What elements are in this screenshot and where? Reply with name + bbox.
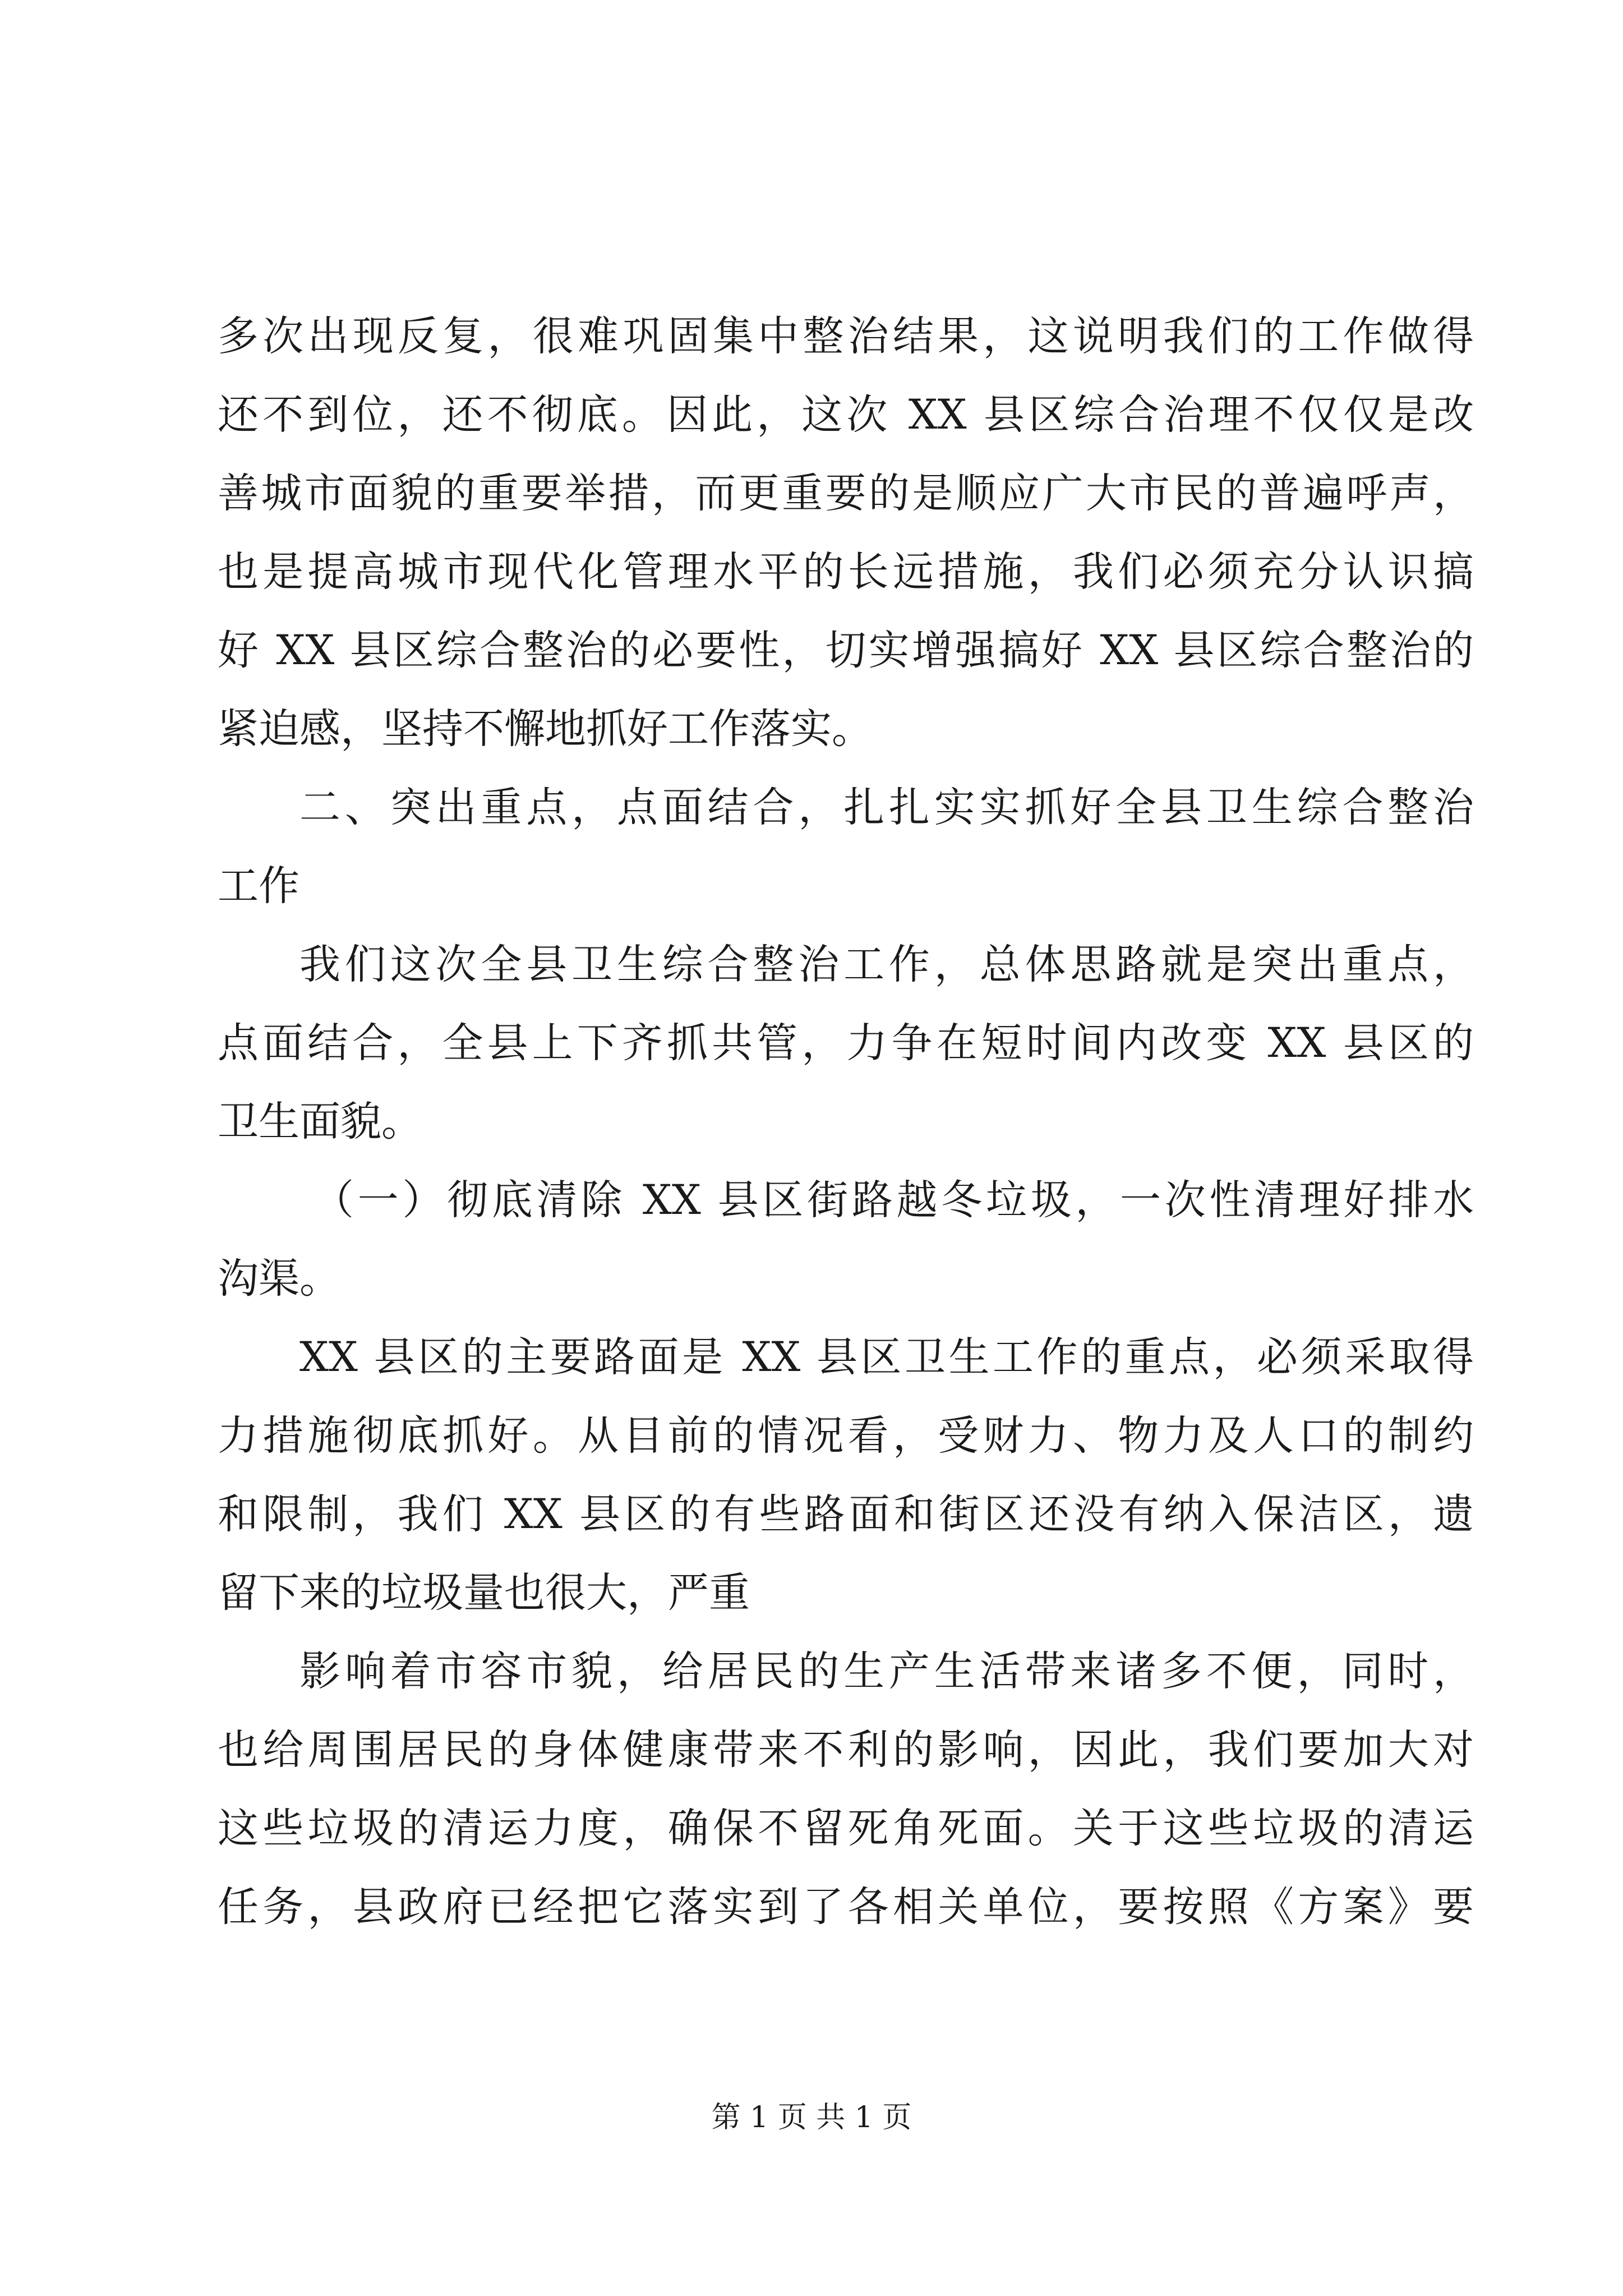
text-line: 工作	[218, 862, 299, 910]
text-line: 也是提高城市现代化管理水平的长远措施，我们必须充分认识搞	[218, 548, 1474, 596]
text-line: 善城市面貌的重要举措，而更重要的是顺应广大市民的普遍呼声，	[218, 470, 1474, 517]
page-footer: 第 1 页 共 1 页	[711, 2101, 912, 2134]
text-line: 和限制，我们 XX 县区的有些路面和街区还没有纳入保洁区，遗	[218, 1490, 1474, 1538]
text-line: 紧迫感，坚持不懈地抓好工作落实。	[218, 705, 873, 753]
text-line: 还不到位，还不彻底。因此，这次 XX 县区综合治理不仅仅是改	[218, 391, 1474, 439]
text-line: 力措施彻底抓好。从目前的情况看，受财力、物力及人口的制约	[218, 1412, 1474, 1460]
text-line: XX 县区的主要路面是 XX 县区卫生工作的重点，必须采取得	[299, 1333, 1474, 1381]
text-line: 我们这次全县卫生综合整治工作，总体思路就是突出重点，	[299, 941, 1474, 988]
text-line: 点面结合，全县上下齐抓共管，力争在短时间内改变 XX 县区的	[218, 1019, 1474, 1067]
text-line: 好 XX 县区综合整治的必要性，切实增强搞好 XX 县区综合整治的	[218, 627, 1474, 674]
text-line: 卫生面貌。	[218, 1098, 422, 1145]
text-line: 沟渠。	[218, 1255, 340, 1303]
text-line: 任务，县政府已经把它落实到了各相关单位，要按照《方案》要	[218, 1883, 1474, 1931]
text-line: 影响着市容市貌，给居民的生产生活带来诸多不便，同时，	[299, 1648, 1474, 1695]
text-line: 也给周围居民的身体健康带来不利的影响，因此，我们要加大对	[218, 1726, 1474, 1774]
text-line: 二、突出重点，点面结合，扎扎实实抓好全县卫生综合整治	[299, 784, 1474, 831]
text-line: （一）彻底清除 XX 县区街路越冬垃圾，一次性清理好排水	[313, 1176, 1474, 1224]
text-line: 这些垃圾的清运力度，确保不留死角死面。关于这些垃圾的清运	[218, 1805, 1474, 1852]
text-line: 多次出现反复，很难巩固集中整治结果，这说明我们的工作做得	[218, 312, 1474, 360]
document-body	[218, 297, 1474, 1947]
text-line: 留下来的垃圾量也很大，严重	[218, 1569, 750, 1617]
